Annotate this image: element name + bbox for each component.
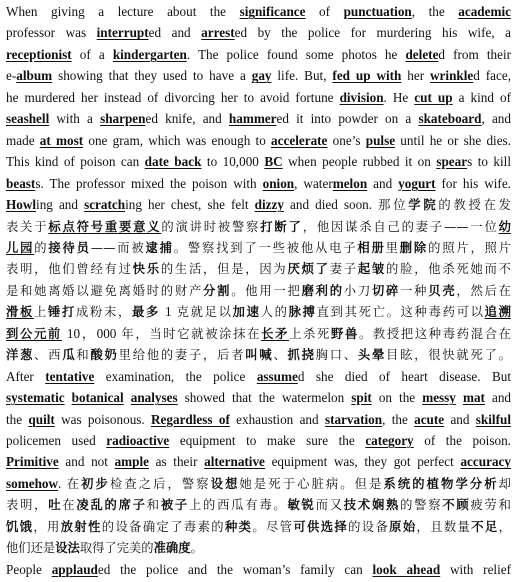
text-run: life. But, [271, 68, 333, 84]
text-run: 胸口、 [315, 348, 358, 363]
vocab-term: sharpen [100, 111, 146, 127]
text-run: ，用 [33, 519, 61, 534]
text-run: a kind of [452, 89, 511, 105]
text-run: 的警察 [400, 498, 443, 513]
vocab-term: 分割 [203, 283, 232, 298]
text-run: ing and [36, 197, 85, 213]
text-run: s to kill [467, 154, 511, 170]
text-line [6, 279, 511, 303]
text-run: ed it into powder on a [276, 111, 419, 127]
text-line [6, 386, 511, 410]
text-run: made [6, 132, 40, 148]
vocab-term: look ahead [372, 561, 441, 577]
vocab-term: wrinkle [430, 68, 474, 84]
text-run: 检查之后，警察 [109, 476, 211, 491]
text-run: 疲劳和 [470, 498, 511, 513]
vocab-term: 被子 [160, 498, 189, 513]
text-run: ed knife, and [145, 111, 229, 127]
text-run: ed the police and the woman’s family can [97, 561, 373, 577]
text-run: , the [382, 411, 415, 427]
text-run: 表明，他们曾经有过 [6, 262, 133, 277]
vocab-term: 贝壳 [428, 283, 457, 298]
vocab-term: 凌乱的席子 [76, 498, 147, 513]
vocab-term: 长矛 [261, 326, 290, 341]
text-run: and [484, 390, 512, 406]
text-run: 上 [34, 305, 48, 320]
vocab-term: scratch [84, 197, 126, 213]
text-run: 和 [76, 348, 91, 363]
text-run: ，且数量 [416, 519, 472, 534]
vocab-term: BC [264, 154, 283, 170]
vocab-term: assume [256, 368, 298, 384]
text-line [6, 536, 511, 560]
vocab-term: systematic [6, 390, 65, 406]
text-line [6, 322, 511, 346]
text-run: 的生活，但是，因为 [160, 262, 288, 277]
vocab-term: starvation [324, 411, 383, 427]
text-run: 里 [385, 240, 400, 255]
vocab-term: punctuation [343, 4, 412, 19]
text-run: and died soon. [283, 197, 379, 213]
text-run: , water [294, 175, 333, 191]
vocab-term: 抓挠 [287, 348, 316, 363]
text-run: was poisonous. [54, 411, 152, 427]
vocab-term: cut up [414, 89, 453, 105]
vocab-term: delete [405, 46, 439, 62]
text-run: policemen used [6, 433, 107, 448]
text-run: 上的西瓜有毒。 [188, 498, 288, 513]
vocab-term: 洋葱 [6, 348, 35, 363]
vocab-term: academic [458, 4, 511, 19]
vocab-term: accuracy [460, 454, 511, 470]
text-line [6, 558, 511, 582]
text-run: one’s [327, 132, 366, 148]
vocab-term: 准确度 [153, 541, 191, 556]
text-run: ，然后在 [456, 283, 511, 298]
vocab-term: 追溯 [484, 305, 511, 320]
text-line [6, 43, 511, 67]
text-run: 。尽管 [252, 519, 294, 534]
vocab-term: 放射性 [60, 519, 102, 534]
text-run: until he or she dies. [395, 132, 511, 148]
vocab-term: ample [114, 454, 150, 470]
text-run [124, 390, 131, 405]
vocab-term: 标点符号重要意义 [48, 219, 162, 234]
vocab-term: 饥饿 [6, 519, 34, 534]
vocab-term: 脉搏 [288, 305, 317, 320]
text-line [6, 129, 511, 153]
text-line [6, 193, 511, 217]
text-run: and [444, 411, 476, 427]
text-line [6, 450, 511, 474]
vocab-term: 相册 [357, 240, 386, 255]
text-run: her [401, 68, 431, 84]
text-run: ing her chest, she felt [125, 197, 255, 213]
text-run: 她是死于心脏病。但是 [239, 476, 384, 491]
text-line [6, 472, 511, 496]
text-line [6, 150, 511, 174]
text-run: ， [498, 519, 511, 534]
text-line [6, 86, 511, 110]
vocab-term: 删除 [399, 240, 429, 255]
text-run: 的设备 [348, 519, 390, 534]
text-run: 而又 [315, 498, 344, 513]
vocab-term: somehow [6, 475, 59, 491]
text-run: one gram, which was enough to [83, 132, 272, 148]
text-run: 表明， [6, 498, 49, 513]
vocab-term: 头晕 [357, 348, 387, 363]
vocab-term: spear [436, 154, 468, 170]
vocab-term: quilt [28, 411, 55, 427]
vocab-term: 滑板 [6, 305, 34, 320]
text-run: d she died of heart disease. But [297, 368, 511, 384]
text-run: . [58, 475, 67, 491]
vocab-term: date back [144, 154, 202, 170]
vocab-term: hammer [228, 111, 277, 127]
vocab-term: 儿园 [6, 240, 35, 255]
text-line [6, 236, 511, 260]
vocab-term: 切碎 [371, 283, 401, 298]
vocab-term: radioactive [106, 433, 170, 448]
vocab-term: 打断了 [260, 219, 303, 234]
vocab-term: seashell [6, 111, 50, 127]
vocab-term: interrupt [96, 25, 149, 41]
text-run: 。警察找到了一些被他从电子 [173, 240, 358, 255]
text-line [6, 493, 511, 517]
vocab-term: arrest [201, 25, 235, 41]
vocab-term: applaud [51, 561, 98, 577]
text-line [6, 64, 511, 88]
vocab-term: 设法 [55, 541, 80, 556]
text-run: as their [149, 454, 205, 470]
text-run: ——而被 [90, 240, 146, 255]
text-line [6, 257, 511, 281]
text-run: showed that the watermelon [177, 390, 352, 406]
vocab-term: 不足 [471, 519, 499, 534]
text-run: 10，000 [61, 325, 122, 341]
text-run: ，他因谋杀自己的妻子——一位 [302, 219, 499, 234]
vocab-term: 瓜 [62, 348, 77, 363]
vocab-term: 加速 [232, 305, 261, 320]
text-run: 是和她离婚以避免离婚时的财产 [6, 283, 204, 298]
text-run: 在 [66, 476, 82, 491]
vocab-term: mat [462, 390, 485, 406]
vocab-term: botanical [71, 390, 124, 406]
text-run: on the [371, 390, 423, 406]
text-run: the [6, 411, 29, 427]
text-run: 妻子 [329, 262, 358, 277]
text-run: d face, [473, 68, 512, 84]
text-run: professor was [6, 25, 97, 41]
vocab-term: Regardless of [151, 411, 230, 427]
vocab-term: 起皱 [357, 262, 387, 277]
text-run: 。他用一把 [231, 283, 302, 298]
vocab-term: skilful [475, 411, 511, 427]
text-run: to 10,000 [201, 154, 265, 170]
text-run: for his wife. [435, 175, 511, 191]
text-run: 一种 [400, 283, 429, 298]
text-line [6, 215, 511, 239]
vocab-term: 逮捕 [145, 240, 174, 255]
vocab-term: pulse [365, 132, 396, 148]
vocab-term: 酸奶 [90, 348, 119, 363]
text-run: 人的 [260, 305, 289, 320]
text-run: when people rubbed it on [282, 154, 437, 170]
vocab-term: 不顾 [442, 498, 471, 513]
vocab-term: 磨利的 [301, 283, 344, 298]
text-run: of [305, 4, 344, 19]
text-run: 1 [160, 304, 177, 320]
text-line [6, 21, 511, 45]
text-run: 在 [62, 498, 77, 513]
vocab-term: 种类 [224, 519, 253, 534]
vocab-term: 吐 [48, 498, 63, 513]
vocab-term: 幼 [498, 219, 511, 234]
vocab-term: 到公元前 [6, 326, 62, 341]
vocab-term: 锤打 [48, 305, 76, 320]
text-run: 里给他的妻子，后者 [118, 348, 246, 363]
vocab-term: category [365, 433, 414, 448]
text-run: 的教授在发 [438, 198, 511, 213]
text-line [6, 515, 511, 539]
text-run [456, 390, 463, 405]
vocab-term: 可供选择 [293, 519, 349, 534]
vocab-term: Howl [6, 197, 37, 213]
text-line [6, 343, 511, 367]
text-run: ed by the police for murdering his wife, a [234, 25, 511, 41]
text-run: equipment was, they got perfect [264, 454, 461, 470]
vocab-term: analyses [130, 390, 178, 406]
vocab-term: 初步 [81, 476, 110, 491]
vocab-term: 设想 [210, 476, 240, 491]
vocab-term: kindergarten [112, 46, 187, 62]
text-run: 。 [190, 541, 203, 556]
text-run [65, 390, 72, 405]
text-run: . He [383, 89, 415, 105]
text-line [6, 429, 511, 453]
text-run: 成粉末， [76, 305, 132, 320]
text-run: 和 [146, 498, 161, 513]
text-run: 上杀死 [289, 326, 331, 341]
text-run: 却 [498, 476, 511, 491]
vocab-term: at most [39, 132, 84, 148]
vocab-term: melon [332, 175, 368, 191]
text-run: 克就足以 [176, 305, 233, 320]
text-run: 、西 [34, 348, 63, 363]
text-run: exhaustion and [229, 411, 325, 427]
text-run: showing that they used to have a [52, 68, 252, 84]
text-run: examination, the police [94, 368, 257, 384]
text-run: with a [49, 111, 101, 127]
vocab-term: 最多 [132, 305, 160, 320]
vocab-term: album [16, 68, 53, 84]
vocab-term: division [339, 89, 384, 105]
vocab-term: 接待员 [48, 240, 91, 255]
text-run: he murdered her instead of divorcing her to avoid fortune [6, 89, 340, 105]
text-line [6, 172, 511, 196]
vocab-term: 原始 [389, 519, 417, 534]
text-run: 取得了完美的 [79, 541, 154, 556]
vocab-term: 系统的植物学分析 [383, 476, 499, 491]
vocab-term: skateboard [418, 111, 482, 127]
vocab-term: yogurt [398, 175, 436, 191]
text-run: . The police found some photos he [186, 46, 406, 62]
vocab-term: 敏锐 [287, 498, 316, 513]
vocab-term: dizzy [254, 197, 284, 213]
text-run: s. The professor mixed the poison with [35, 175, 263, 191]
text-line [6, 408, 511, 432]
text-line [6, 107, 511, 131]
text-run: of a [71, 46, 113, 62]
text-run: 的照片，照片 [428, 240, 511, 255]
text-run: When giving a lecture about the [6, 4, 240, 19]
vocab-term: 厌烦了 [287, 262, 330, 277]
vocab-term: significance [239, 4, 306, 19]
text-run: 。教授把这种毒药混合在 [358, 326, 511, 341]
vocab-term: acute [414, 411, 445, 427]
text-run: 小刀 [343, 283, 372, 298]
text-run: 那位 [378, 198, 409, 213]
vocab-term: 快乐 [132, 262, 161, 277]
vocab-term: fed up with [332, 68, 402, 84]
text-run: People [6, 561, 52, 577]
text-run: 的 [34, 240, 49, 255]
text-run: 、 [273, 348, 288, 363]
vocab-term: accelerate [271, 132, 328, 148]
vocab-term: tentative [45, 368, 95, 384]
vocab-term: receptionist [6, 46, 72, 62]
text-run: equipment to make sure the [169, 433, 366, 448]
text-run: with relief [440, 561, 511, 577]
vocab-term: alternative [204, 454, 265, 470]
text-run: This kind of poison can [6, 154, 145, 170]
text-run: e- [6, 68, 17, 84]
text-run: 直到其死亡。这种毒药可以 [316, 305, 485, 320]
text-run: 的演讲时被警察 [161, 219, 261, 234]
text-line [6, 365, 511, 389]
text-run: 年，当时它就被涂抹在 [121, 326, 262, 341]
text-run: After [6, 368, 46, 384]
text-run: 他们还是 [6, 541, 56, 556]
text-run: 目眩，很快就死了。 [386, 348, 511, 363]
vocab-term: 野兽 [330, 326, 359, 341]
text-run: and [367, 175, 399, 191]
text-line [6, 0, 511, 24]
text-run: d from their [438, 46, 511, 62]
vocab-term: spit [351, 390, 372, 406]
vocab-term: Primitive [6, 454, 59, 470]
text-run: ed and [148, 25, 202, 41]
vocab-term: 叫喊 [245, 348, 274, 363]
text-run: 表关于 [6, 219, 49, 234]
text-run: of the poison. [413, 433, 511, 448]
text-run: and not [58, 454, 115, 470]
vocab-term: messy [422, 390, 456, 406]
vocab-term: gay [251, 68, 272, 84]
vocab-term: beast [6, 175, 36, 191]
text-run: 的设备确定了毒素的 [101, 519, 225, 534]
text-run: , and [481, 111, 511, 127]
text-line [6, 300, 511, 324]
vocab-term: 技术娴熟 [343, 498, 401, 513]
text-run: 的脸，他杀死她而不 [386, 262, 511, 277]
text-run: , the [411, 4, 459, 19]
vocab-term: onion [262, 175, 295, 191]
vocab-term: 学院 [408, 198, 439, 213]
